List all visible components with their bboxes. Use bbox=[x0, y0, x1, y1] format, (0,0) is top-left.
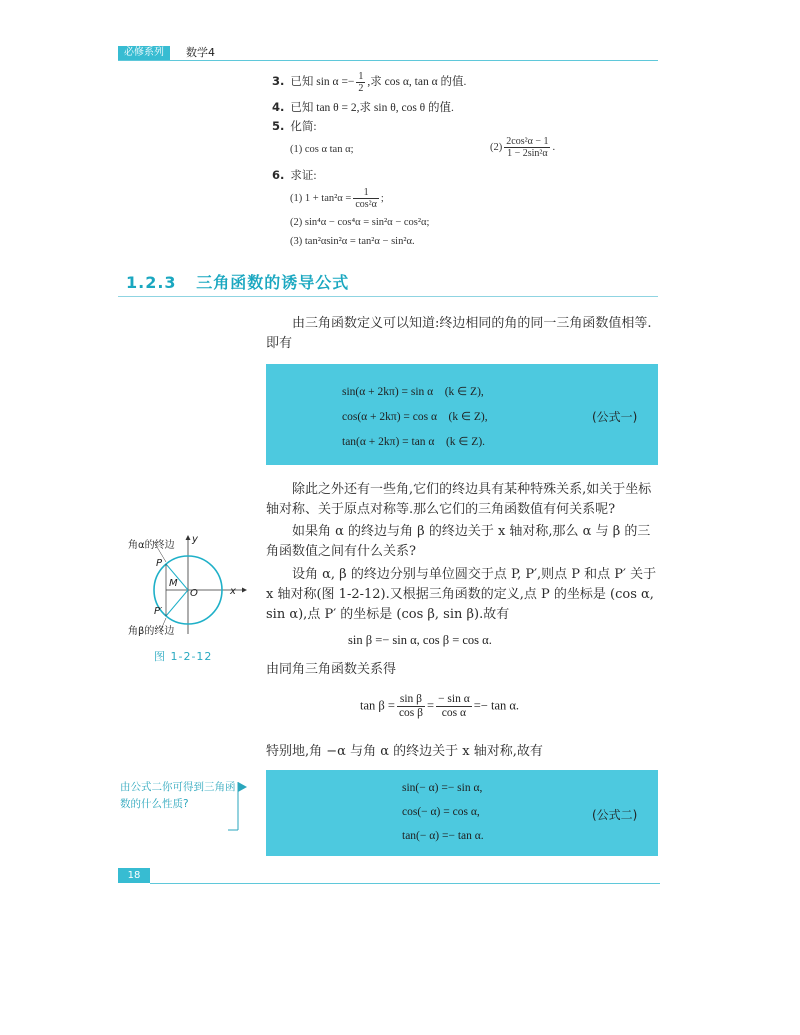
formula-box-2 bbox=[266, 770, 658, 856]
exercise-6-item-2: (2) sin⁴α − cos⁴α = sin²α − cos²α; bbox=[290, 217, 430, 228]
terminal-side-beta bbox=[166, 590, 188, 616]
paragraph-5: 由同角三角函数关系得 bbox=[266, 662, 397, 677]
label-point-p-prime: P′ bbox=[154, 606, 163, 617]
exercise-3 bbox=[272, 71, 466, 94]
exercise-text: 化简: bbox=[290, 121, 317, 133]
header-rule bbox=[118, 60, 658, 61]
paragraph-3: 如果角 α 的终边与角 β 的终边关于 x 轴对称,那么 α 与 β 的三角函数值之间有什么关系? bbox=[266, 524, 651, 559]
margin-note: 由公式二你可得到三角函数的什么性质? bbox=[120, 781, 236, 810]
exercise-text: 求证: bbox=[290, 170, 317, 182]
section-name: 三角函数的诱导公式 bbox=[196, 273, 350, 292]
exercise-text: 已知 tan θ = 2,求 sin θ, cos θ 的值. bbox=[290, 102, 454, 114]
label-point-m: M bbox=[169, 578, 178, 589]
formula-label: (公式二) bbox=[592, 808, 638, 822]
formula-line: sin(− α) =− sin α, bbox=[402, 782, 483, 794]
fraction: $\frac{1}{2}$ bbox=[358, 71, 364, 94]
section-rule bbox=[118, 296, 658, 297]
paragraph-2: 除此之外还有一些角,它们的终边具有某种特殊关系,如关于坐标轴对称、关于原点对称等.那么它们的三角函数值有何关系呢? bbox=[266, 482, 652, 517]
exercise-4 bbox=[272, 99, 454, 116]
section-number: 1.2.3 bbox=[126, 273, 177, 292]
label-point-p: P bbox=[156, 558, 163, 569]
flag-icon bbox=[238, 782, 247, 792]
page-number: 18 bbox=[118, 868, 150, 883]
footer-rule bbox=[150, 883, 660, 884]
exercise-number: 5. bbox=[272, 119, 285, 133]
paragraph-6: 特别地,角 −α 与角 α 的终边关于 x 轴对称,故有 bbox=[266, 744, 543, 759]
exercise-number: 6. bbox=[272, 168, 285, 182]
paragraph-4: 设角 α, β 的终边分别与单位圆交于点 P, P′,则点 P 和点 P′ 关于 x 轴对称(图 1-2-12).又根据三角函数的定义,点 P 的坐标是 (cos α, sin α),点 P′ 的坐标是 (cos β, sin β).故有 bbox=[266, 567, 657, 622]
figure-caption: 图 1-2-12 bbox=[154, 650, 213, 663]
formula-line: cos(α + 2kπ) = cos α (k ∈ Z), bbox=[342, 411, 488, 423]
intro-paragraph: 由三角函数定义可以知道:终边相同的角的同一三角函数值相等.即有 bbox=[266, 316, 652, 351]
exercise-number: 3. bbox=[272, 74, 285, 89]
series-tag: 必修系列 bbox=[118, 46, 170, 60]
label-y-axis: y bbox=[192, 534, 198, 545]
label-beta-terminal-side: 角β的终边 bbox=[128, 626, 175, 637]
exercise-number: 4. bbox=[272, 100, 285, 114]
exercise-5-item-2: (2) $\frac{\text{2cos²α − 1}}{\text{1 − 2sin²α}}$ . bbox=[490, 136, 556, 159]
equation-sin-cos-beta: sin β =− sin α, cos β = cos α. bbox=[348, 633, 492, 647]
formula-line: tan(α + 2kπ) = tan α (k ∈ Z). bbox=[342, 436, 486, 448]
label-alpha-terminal-side: 角α的终边 bbox=[128, 540, 175, 551]
subject-label: 数学4 bbox=[186, 46, 215, 59]
exercise-5-item-1: (1) cos α tan α; bbox=[290, 144, 354, 155]
margin-note-flag bbox=[226, 780, 250, 834]
x-axis-arrow bbox=[242, 588, 247, 593]
equation-tan-beta: tan β = $\frac{\text{sin β}}{\text{cos β}}$ = $\frac{\text{− sin α}}{\text{cos α}}$ =− tan α. bbox=[360, 693, 520, 719]
formula-line: sin(α + 2kπ) = sin α (k ∈ Z), bbox=[342, 386, 484, 398]
exercise-6-item-1: (1) 1 + tan²α = $\frac{1}{\text{cos²α}}$ ; bbox=[290, 187, 384, 210]
label-x-axis: x bbox=[230, 586, 236, 597]
y-axis-arrow bbox=[186, 535, 191, 540]
exercise-text: 已知 sin α =− bbox=[290, 76, 355, 89]
section-title bbox=[126, 270, 349, 293]
exercise-text: ,求 cos α, tan α 的值. bbox=[367, 76, 467, 89]
formula-box-1 bbox=[266, 364, 658, 465]
formula-label: (公式一) bbox=[592, 410, 638, 424]
formula-line: tan(− α) =− tan α. bbox=[402, 830, 484, 842]
exercise-5 bbox=[272, 118, 317, 135]
exercise-6-item-3: (3) tan²αsin²α = tan²α − sin²α. bbox=[290, 236, 415, 247]
label-origin: O bbox=[190, 588, 198, 599]
formula-line: cos(− α) = cos α, bbox=[402, 806, 480, 818]
exercise-6 bbox=[272, 167, 317, 184]
